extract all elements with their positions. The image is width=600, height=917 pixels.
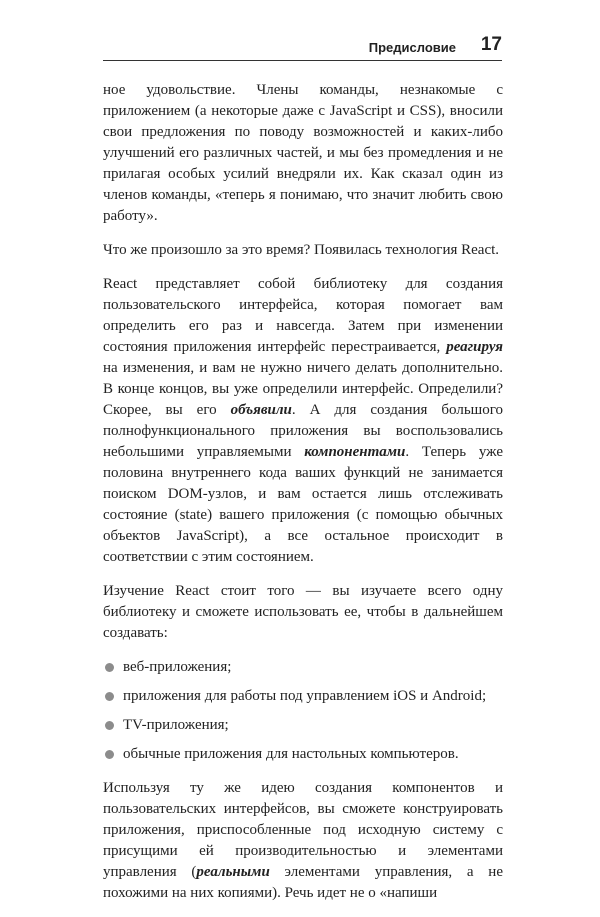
paragraph-1: ное удовольствие. Члены команды, незнакомые с приложением (а некоторые даже с JavaScript и CSS), вносили свои предложения по поводу возможностей и каких-либо улучшений его различных частей, и мы без промедления и не прилагая особых усилий внедряли их. Как сказал один из членов команды, «теперь я понимаю, что значит любить свою работу». — [103, 82, 503, 224]
section-title: Предисловие — [368, 40, 456, 55]
paragraph-5 — [103, 778, 503, 904]
body-text — [103, 80, 503, 917]
paragraph-3-text-4: . Теперь уже половина внутреннего кода ваших функций не занимается поиском DOM-узлов, и вам остается лишь отслеживать состояние (state) вашего приложения (с помощью обычных объектов JavaScript), а все остальное происходит в соответствии с этим состоянием. — [103, 444, 503, 565]
emphasis-components: компонентами — [304, 444, 406, 460]
paragraph-3 — [103, 274, 503, 568]
emphasis-declared: объявили — [230, 402, 292, 418]
paragraph-3-text-2: на изменения, и вам не нужно ничего делать дополнительно. В конце концов, вы уже определили интерфейс. Определили? Скорее, вы его — [103, 360, 503, 418]
list-item: веб-приложения; — [103, 657, 503, 678]
running-header — [103, 30, 502, 61]
page-number: 17 — [480, 34, 502, 55]
bullet-list — [103, 657, 503, 765]
list-item: TV-приложения; — [103, 715, 503, 736]
paragraph-2: Что же произошло за это время? Появилась технология React. — [103, 242, 500, 258]
emphasis-reacting: реагируя — [446, 339, 503, 355]
emphasis-real: реальными — [196, 864, 270, 880]
paragraph-5-text-1: Используя ту же идею создания компонентов и пользовательских интерфейсов, вы сможете конструировать приложения, приспособленные под исходную систему с присущими ей производительностью и элементами управления ( — [103, 780, 503, 880]
list-item: приложения для работы под управлением iOS и Android; — [103, 686, 503, 707]
paragraph-3-text-1: React представляет собой библиотеку для создания пользовательского интерфейса, которая помогает вам определить его раз и навсегда. Затем при изменении состояния приложения интерфейс перестраивается, — [103, 276, 503, 355]
list-item: обычные приложения для настольных компьютеров. — [103, 744, 503, 765]
paragraph-5-text-2: элементами управления, а не похожими на них копиями). Речь идет не о «напиши — [103, 864, 503, 901]
paragraph-4: Изучение React стоит того — вы изучаете всего одну библиотеку и сможете использовать ее, чтобы в дальнейшем создавать: — [103, 583, 503, 641]
paragraph-3-text-3: . А для создания большого полнофункционального приложения вы воспользовались небольшими управляемыми — [103, 402, 503, 460]
